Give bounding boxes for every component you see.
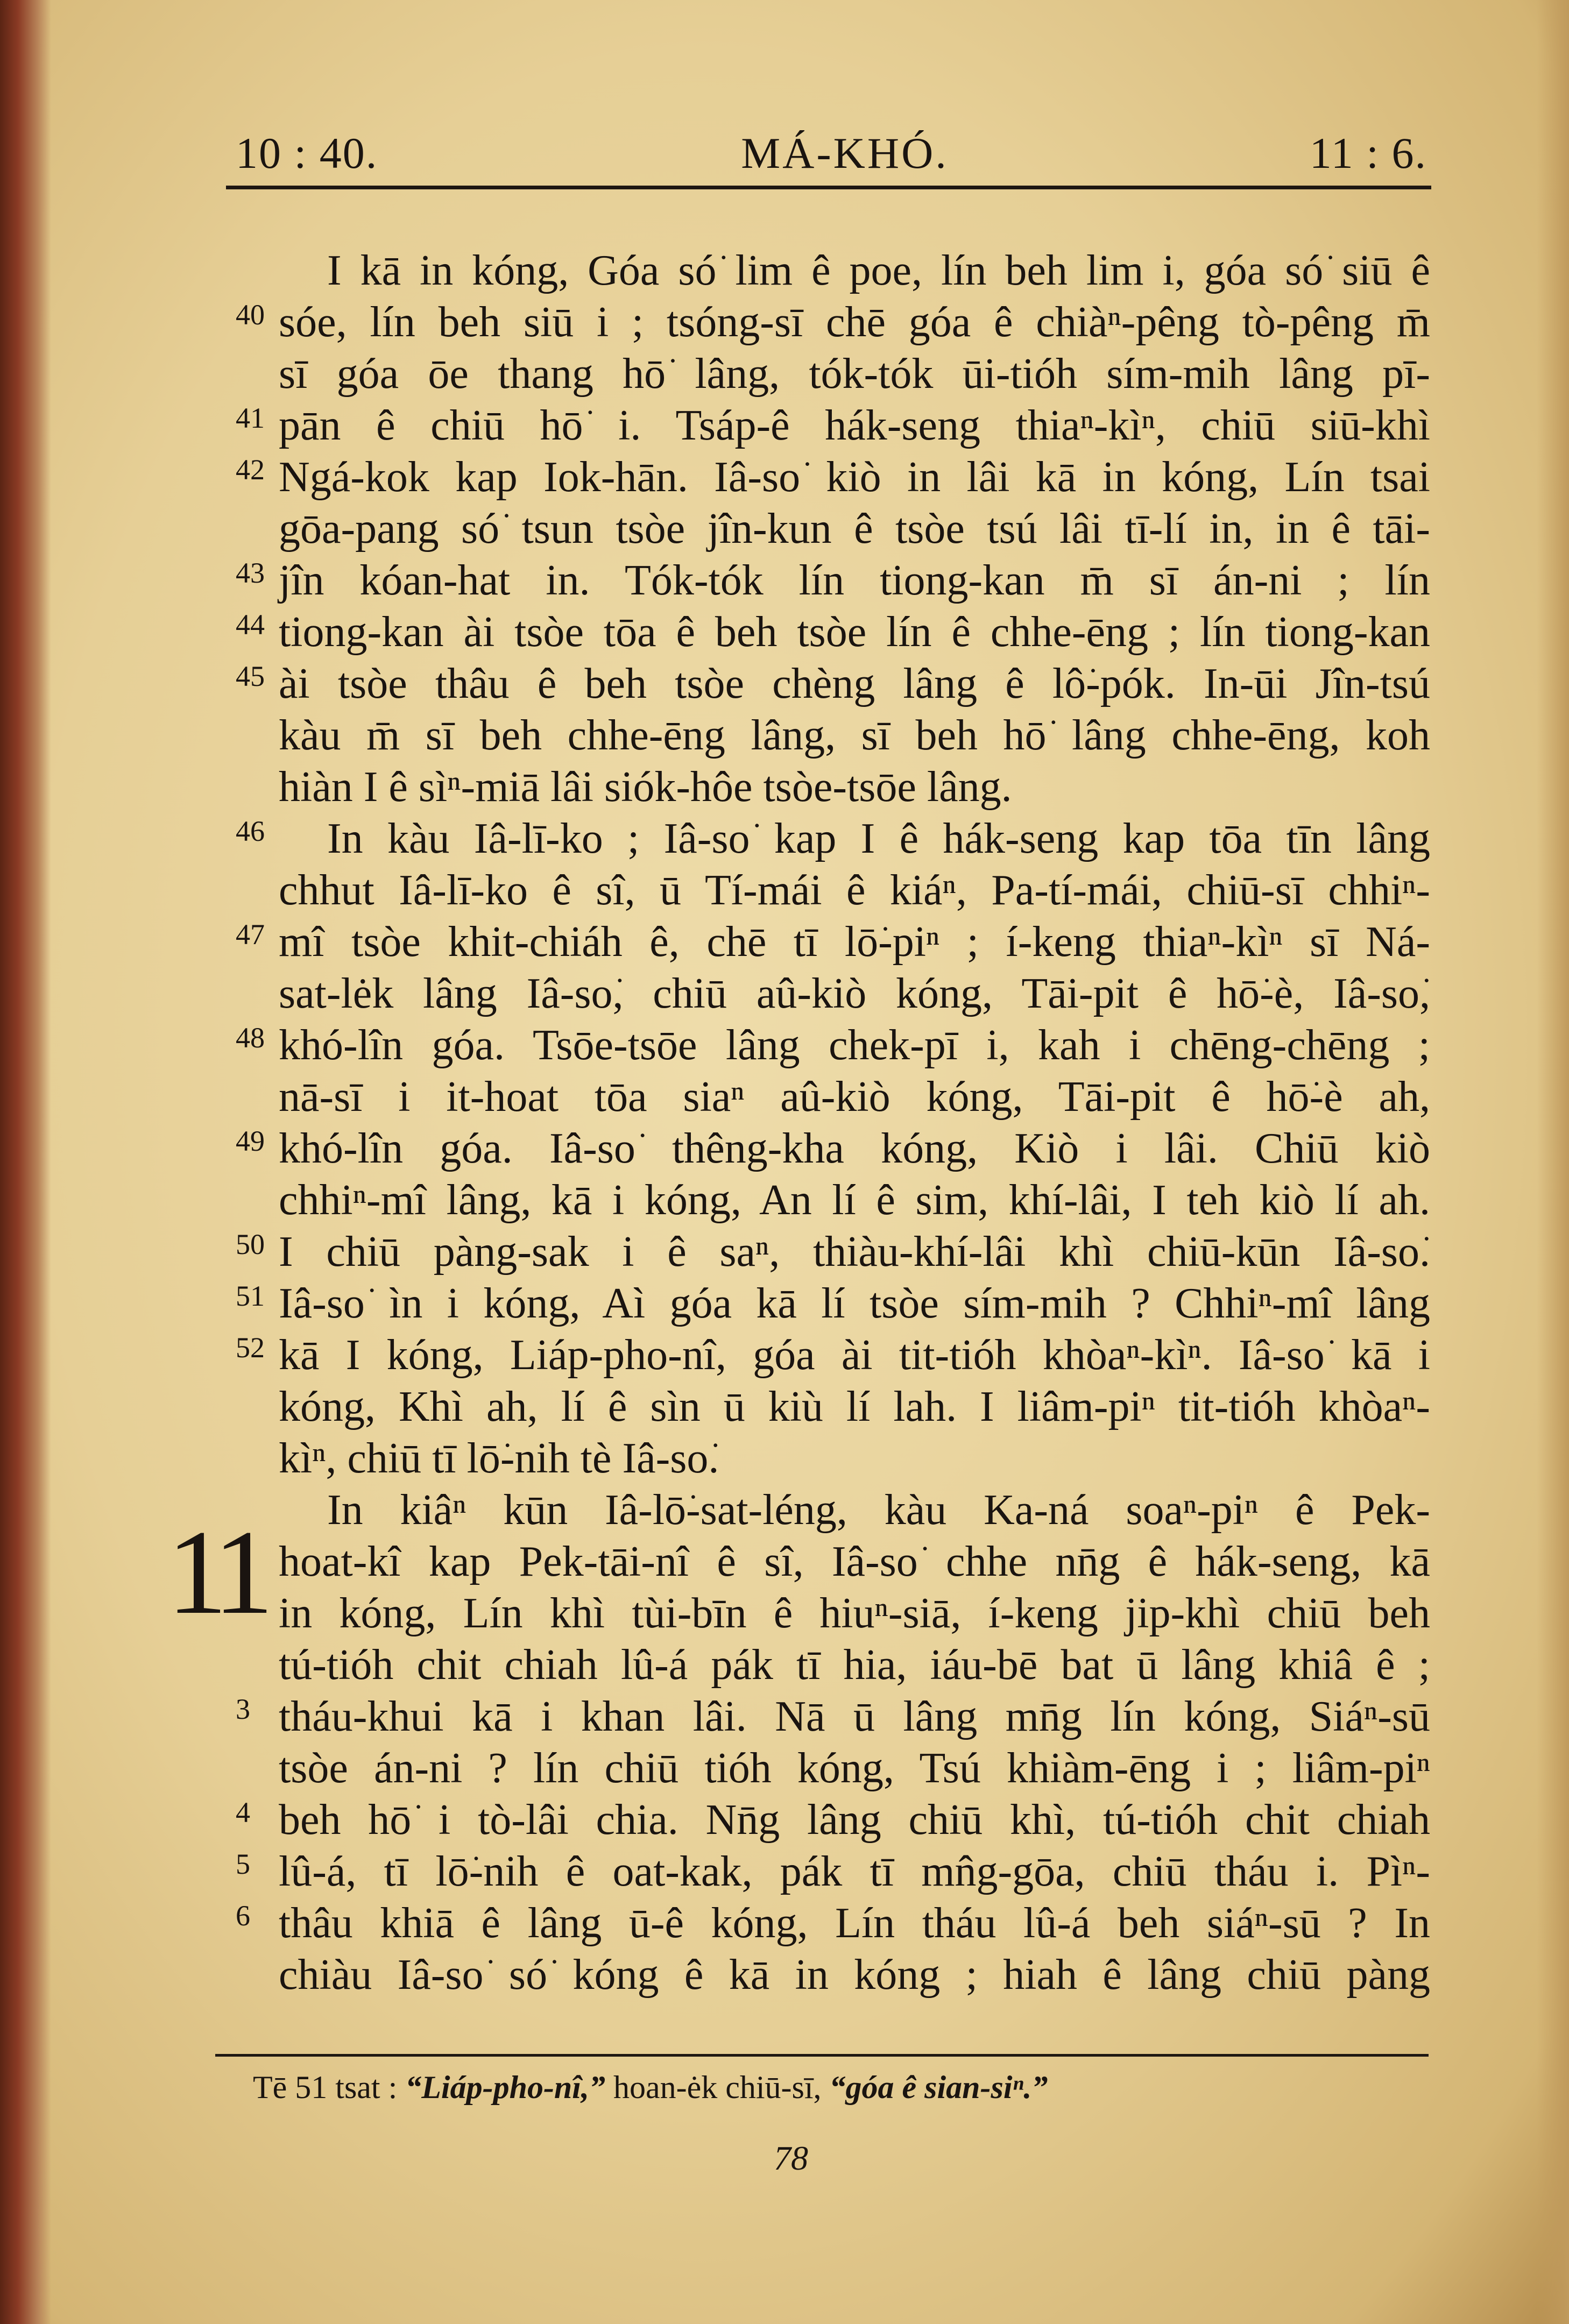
text-line: gōa-pang só͘ tsun tsòe jîn-kun ê tsòe tsú lâi tī-lí in, in ê tāi-	[279, 505, 1430, 552]
verse-number: 51	[236, 1280, 265, 1312]
page-number: 78	[774, 2139, 808, 2177]
footnote-quote-2: “góa ê sian-siⁿ.”	[829, 2070, 1048, 2105]
text-line: Iâ-so͘ ìn i kóng, Aì góa kā lí tsòe sím-mih ? Chhiⁿ-mî lâng	[279, 1280, 1430, 1327]
running-header-title: MÁ-KHÓ.	[741, 129, 949, 178]
verse-number: 49	[236, 1125, 265, 1157]
text-line: sóe, lín beh siū i ; tsóng-sī chē góa ê chiàⁿ-pêng tò-pêng m̄	[279, 299, 1430, 346]
verse-number: 48	[236, 1022, 265, 1054]
verse-number: 44	[236, 608, 265, 641]
text-line: kā I kóng, Liáp-pho-nî, góa ài tit-tióh khòaⁿ-kìⁿ. Iâ-so͘ kā i	[279, 1331, 1430, 1379]
verse-number: 5	[236, 1848, 250, 1880]
text-line: kóng, Khì ah, lí ê sìn ū kiù lí lah. I liâm-piⁿ tit-tióh khòaⁿ-	[279, 1383, 1430, 1430]
text-line: in kóng, Lín khì tùi-bīn ê hiuⁿ-siā, í-keng jip-khì chiū beh	[279, 1590, 1430, 1637]
text-line: sat-lėk lâng Iâ-so͘, chiū aû-kiò kóng, Tāi-pit ê hō͘-è, Iâ-so͘,	[279, 970, 1430, 1017]
text-line: sī góa ōe thang hō͘ lâng, tók-tók ūi-tióh sím-mih lâng pī-	[279, 350, 1430, 398]
running-header-left: 10 : 40.	[236, 129, 378, 178]
text-line: jîn kóan-hat in. Tók-tók lín tiong-kan m̄ sī án-ni ; lín	[279, 557, 1430, 604]
verse-number: 4	[236, 1796, 250, 1829]
text-line: In kàu Iâ-lī-ko ; Iâ-so͘ kap I ê hák-seng kap tōa tīn lâng	[327, 815, 1430, 862]
verse-number: 52	[236, 1331, 265, 1364]
text-line: tsòe án-ni ? lín chiū tióh kóng, Tsú khiàm-ēng i ; liâm-piⁿ	[279, 1745, 1430, 1792]
verse-number: 45	[236, 660, 265, 692]
text-line: ài tsòe thâu ê beh tsòe chèng lâng ê lô͘-pók. In-ūi Jîn-tsú	[279, 660, 1430, 707]
text-line: I kā in kóng, Góa só͘ lim ê poe, lín beh lim i, góa só͘ siū ê	[327, 247, 1430, 294]
text-line: chhiⁿ-mî lâng, kā i kóng, An lí ê sim, khí-lâi, I teh kiò lí ah.	[279, 1177, 1430, 1224]
verse-number: 3	[236, 1693, 250, 1725]
verse-number: 6	[236, 1900, 250, 1932]
footnote-rule	[215, 2054, 1429, 2057]
text-line: I chiū pàng-sak i ê saⁿ, thiàu-khí-lâi khì chiū-kūn Iâ-so͘.	[279, 1228, 1430, 1276]
text-line: mî tsòe khit-chiáh ê, chē tī lō͘-piⁿ ; í-keng thiaⁿ-kìⁿ sī Ná-	[279, 918, 1430, 966]
text-line: khó-lîn góa. Tsōe-tsōe lâng chek-pī i, kah i chēng-chēng ;	[279, 1022, 1430, 1069]
footnote-prefix: Tē 51 tsat :	[253, 2070, 398, 2105]
verse-number: 47	[236, 918, 265, 951]
text-line: chiàu Iâ-so͘ só͘ kóng ê kā in kóng ; hiah ê lâng chiū pàng	[279, 1951, 1430, 1999]
verse-number: 50	[236, 1228, 265, 1260]
text-line: kàu m̄ sī beh chhe-ēng lâng, sī beh hō͘ lâng chhe-ēng, koh	[279, 712, 1430, 759]
verse-number: 40	[236, 299, 265, 331]
header-rule	[226, 186, 1431, 189]
verse-number: 46	[236, 815, 265, 847]
chapter-number: 11	[167, 1505, 264, 1639]
book-spine-edge	[0, 0, 51, 2324]
text-line: lû-á, tī lō͘-nih ê oat-kak, pák tī mn̂g-gōa, chiū tháu i. Pìⁿ-	[279, 1848, 1430, 1895]
verse-number: 43	[236, 557, 265, 589]
footnote	[253, 2066, 1437, 2109]
text-line: hoat-kî kap Pek-tāi-nî ê sî, Iâ-so͘ chhe nn̄g ê hák-seng, kā	[279, 1538, 1430, 1585]
text-line: In kiâⁿ kūn Iâ-lō͘-sat-léng, kàu Ka-ná soaⁿ-piⁿ ê Pek-	[327, 1486, 1430, 1534]
text-line: hiàn I ê sìⁿ-miā lâi siók-hôe tsòe-tsōe lâng.	[279, 763, 1012, 811]
text-line: khó-lîn góa. Iâ-so͘ thêng-kha kóng, Kiò i lâi. Chiū kiò	[279, 1125, 1430, 1172]
footnote-quote-1: “Liáp-pho-nî,”	[405, 2070, 605, 2105]
page-edge-shading	[1537, 0, 1569, 2324]
text-line: Ngá-kok kap Iok-hān. Iâ-so͘ kiò in lâi kā in kóng, Lín tsai	[279, 454, 1430, 501]
text-line: kìⁿ, chiū tī lō͘-nih tè Iâ-so͘.	[279, 1435, 719, 1482]
footnote-middle: hoan-ėk chiū-sī,	[613, 2070, 822, 2105]
text-line: beh hō͘ i tò-lâi chia. Nn̄g lâng chiū khì, tú-tióh chit chiah	[279, 1796, 1430, 1844]
body-text	[279, 245, 1430, 2001]
text-line: nā-sī i it-hoat tōa siaⁿ aû-kiò kóng, Tāi-pit ê hō͘-è ah,	[279, 1073, 1430, 1121]
text-line: pān ê chiū hō͘ i. Tsáp-ê hák-seng thiaⁿ-kìⁿ, chiū siū-khì	[279, 402, 1430, 449]
text-line: tú-tióh chit chiah lû-á pák tī hia, iáu-bē bat ū lâng khiâ ê ;	[279, 1641, 1430, 1689]
text-line: thâu khiā ê lâng ū-ê kóng, Lín tháu lû-á beh siáⁿ-sū ? In	[279, 1900, 1430, 1947]
text-line: tháu-khui kā i khan lâi. Nā ū lâng mn̄g lín kóng, Siáⁿ-sū	[279, 1693, 1430, 1740]
verse-number: 42	[236, 454, 265, 486]
running-header-right: 11 : 6.	[1309, 129, 1427, 178]
verse-number: 41	[236, 402, 265, 434]
text-line: tiong-kan ài tsòe tōa ê beh tsòe lín ê chhe-ēng ; lín tiong-kan	[279, 608, 1430, 656]
text-line: chhut Iâ-lī-ko ê sî, ū Tí-mái ê kiáⁿ, Pa-tí-mái, chiū-sī chhiⁿ-	[279, 867, 1430, 914]
